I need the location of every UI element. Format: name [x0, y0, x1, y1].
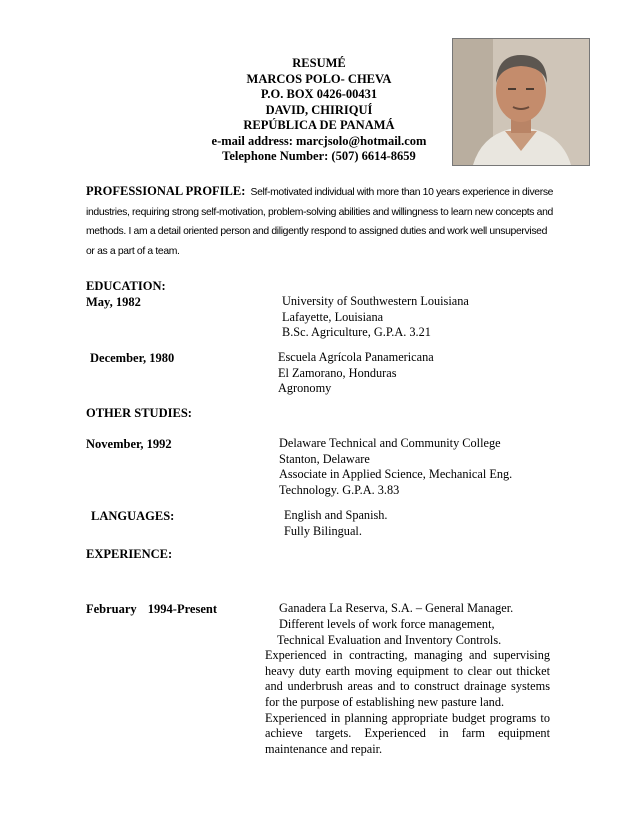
experience-paragraph-line: heavy duty earth moving equipment to clear out thicket: [265, 663, 550, 678]
education-2-line: El Zamorano, Honduras: [278, 365, 397, 380]
education-1-line: University of Southwestern Louisiana: [282, 294, 469, 308]
experience-paragraph-line: achieve targets. Experienced in farm equipment: [265, 726, 550, 741]
po-box: P.O. BOX 0426-00431: [260, 87, 378, 101]
experience-paragraph-line: for the purpose of establishing new pasture land.: [265, 694, 505, 709]
portrait-photo: [452, 38, 590, 166]
other-studies-line: Stanton, Delaware: [279, 451, 370, 466]
education-2-line: Agronomy: [278, 381, 332, 396]
city: DAVID, CHIRIQUÍ: [265, 102, 373, 117]
experience-paragraph-line: Experienced in contracting, managing and supervising: [265, 648, 550, 663]
portrait-icon: [453, 39, 589, 165]
experience-paragraph-line: and underbrush areas and to construct drainage systems: [265, 679, 550, 694]
experience-title-line: Ganadera La Reserva, S.A. – General Manager.: [279, 601, 514, 615]
education-date-2: December, 1980: [90, 351, 175, 365]
experience-heading: EXPERIENCE:: [86, 547, 173, 561]
country: REPÚBLICA DE PANAMÁ: [243, 118, 395, 132]
education-date-1: May, 1982: [86, 295, 141, 309]
candidate-name: MARCOS POLO- CHEVA: [246, 71, 392, 86]
languages-heading: LANGUAGES:: [91, 509, 175, 523]
other-studies-line: Technology. G.P.A. 3.83: [279, 482, 400, 497]
experience-details: [265, 617, 550, 757]
experience-paragraph-line: Experienced in planning appropriate budget programs to: [265, 710, 550, 725]
other-studies-line: Delaware Technical and Community College: [279, 436, 501, 450]
other-studies-heading: OTHER STUDIES:: [86, 406, 192, 420]
languages-line: Fully Bilingual.: [284, 523, 362, 538]
profile-label: PROFESSIONAL PROFILE:: [86, 184, 246, 198]
education-2-line: Escuela Agrícola Panamericana: [278, 350, 434, 364]
other-studies-entry: [279, 436, 512, 498]
education-entry-2: [278, 350, 434, 397]
education-entry-1: [282, 294, 469, 341]
resume-header: [200, 56, 438, 165]
professional-profile: [86, 182, 554, 261]
experience-line: Different levels of work force management,: [279, 617, 495, 631]
experience-paragraph-line: maintenance and repair.: [265, 741, 383, 756]
resume-title: RESUMÉ: [292, 56, 346, 70]
education-heading: EDUCATION:: [86, 279, 166, 293]
education-1-line: B.Sc. Agriculture, G.P.A. 3.21: [282, 325, 431, 340]
other-studies-date: November, 1992: [86, 437, 172, 451]
experience-line: Technical Evaluation and Inventory Controls.: [277, 632, 502, 647]
experience-date: February 1994-Present: [86, 602, 218, 616]
profile-text: Self-motivated individual with more than 10 years experience in diverse industries, requiring strong self-motivation, problem-solving abilities and willingness to learn new concepts and methods. I am a detail oriented person and diligently respond to assigned duties and work well unsupervised or as a part of a team.: [86, 187, 554, 257]
languages-entry: [284, 508, 388, 539]
phone-line: Telephone Number: (507) 6614-8659: [222, 149, 416, 163]
email-line: e-mail address: marcjsolo@hotmail.com: [211, 133, 427, 148]
languages-line: English and Spanish.: [284, 508, 388, 522]
other-studies-line: Associate in Applied Science, Mechanical Eng.: [279, 467, 513, 482]
education-1-line: Lafayette, Louisiana: [282, 309, 384, 324]
